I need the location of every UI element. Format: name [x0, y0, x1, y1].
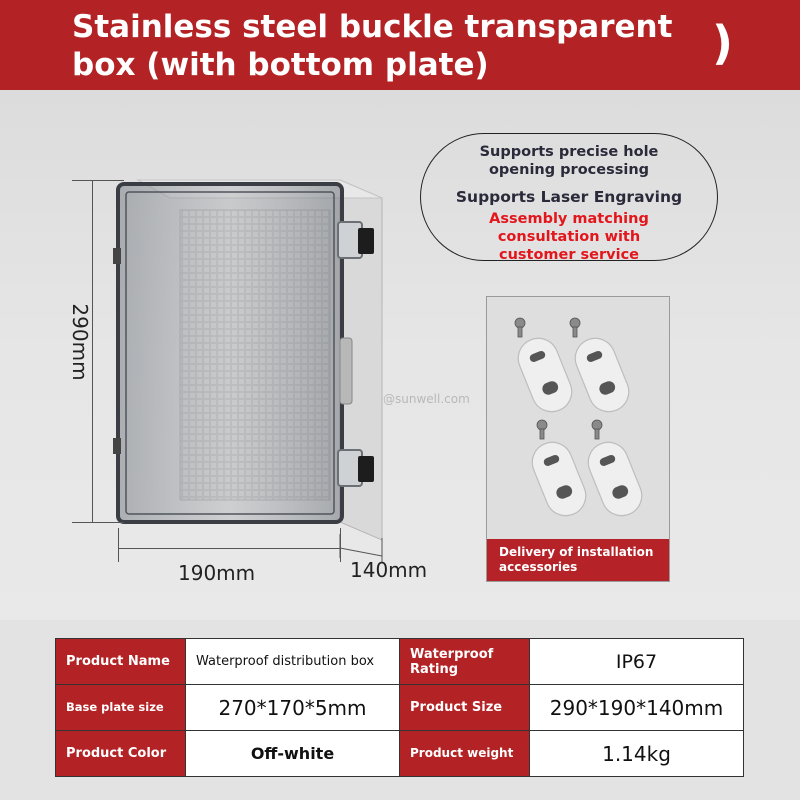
banner-paren: )	[712, 16, 734, 70]
enclosure-image	[60, 160, 480, 580]
title-banner	[0, 0, 800, 90]
height-label: 290mm	[68, 303, 92, 381]
feature-hole-opening: Supports precise hole opening processing	[479, 144, 659, 178]
width-dimension-tick-left	[118, 528, 119, 562]
spec-value-base-plate-size: 270*170*5mm	[186, 685, 400, 731]
width-dimension-line	[118, 548, 340, 549]
height-dimension-tick-top	[72, 180, 124, 181]
depth-label: 140mm	[350, 558, 428, 582]
watermark-text: @sunwell.com	[383, 392, 470, 406]
table-row	[56, 639, 744, 685]
accessories-caption: Delivery of installation accessories	[487, 539, 669, 581]
table-row	[56, 685, 744, 731]
spec-label-base-plate-size: Base plate size	[56, 685, 186, 731]
spec-label-product-size: Product Size	[400, 685, 530, 731]
page-title: Stainless steel buckle transparent box (with bottom plate)	[72, 9, 673, 83]
spec-value-waterproof-rating: IP67	[530, 639, 744, 685]
spec-value-product-color: Off-white	[186, 731, 400, 777]
feature-assembly-consultation: Assembly matching consultation with customer service	[489, 211, 649, 263]
depth-dimension-line	[336, 528, 388, 562]
spec-label-waterproof-rating: Waterproof Rating	[400, 639, 530, 685]
spec-value-product-size: 290*190*140mm	[530, 685, 744, 731]
spec-value-product-weight: 1.14kg	[530, 731, 744, 777]
accessories-card	[486, 296, 670, 582]
height-dimension-tick-bottom	[72, 522, 124, 523]
table-row	[56, 731, 744, 777]
mounting-brackets-image	[487, 297, 669, 537]
spec-label-product-name: Product Name	[56, 639, 186, 685]
features-callout	[420, 133, 718, 261]
feature-laser-engraving: Supports Laser Engraving	[455, 188, 683, 206]
spec-value-product-name: Waterproof distribution box	[186, 639, 400, 685]
height-dimension-line	[92, 180, 93, 522]
spec-label-product-weight: Product weight	[400, 731, 530, 777]
spec-label-product-color: Product Color	[56, 731, 186, 777]
spec-table	[55, 638, 744, 777]
width-label: 190mm	[178, 561, 256, 585]
